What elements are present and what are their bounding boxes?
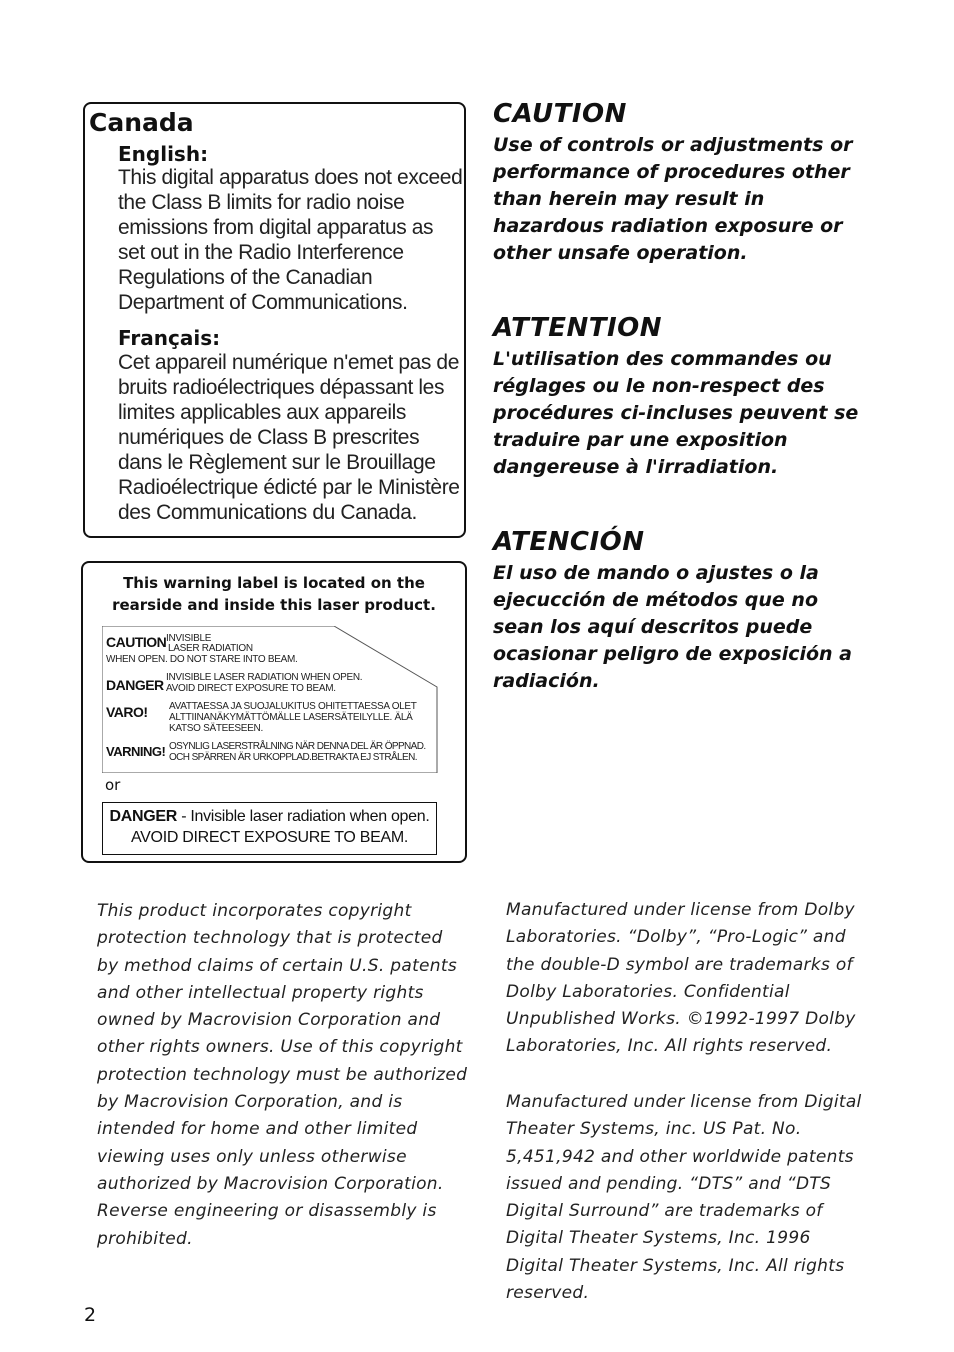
varo-line-1: AVATTAESSA JA SUOJALUKITUS OHITETTAESSA OLET	[169, 701, 417, 712]
danger-notice-box	[102, 802, 437, 855]
french-notice-text: Cet appareil numérique n'emet pas de bruits radioélectriques dépassant les limites applicables aux appareils numériques de Class B prescrites dans le Règlement sur le Brouillage Radioélectrique édicté par le Ministère des Communications du Canada.	[118, 351, 460, 524]
attention-heading: ATTENTION	[493, 313, 662, 343]
caution-line-2: LASER RADIATION	[168, 643, 253, 654]
varning-line-2: OCH SPÄRREN ÄR URKOPPLAD.BETRAKTA EJ STRÅLEN.	[169, 752, 417, 763]
caution-line-1: INVISIBLE	[166, 633, 212, 644]
english-heading: English:	[118, 142, 209, 166]
caution-key: CAUTION	[106, 634, 167, 650]
danger-box-line-2: AVOID DIRECT EXPOSURE TO BEAM.	[131, 829, 408, 846]
macrovision-notice: This product incorporates copyright protection technology that is protected by method claims of certain U.S. patents and other intellectual property rights owned by Macrovision Corporation and other rights owners. Use of this copyright protection technology must be authorized by Macrovision Corporation, and is intended for home and other limited viewing uses only unless otherwise authorized by Macrovision Corporation. Reverse engineering or disassembly is prohibited.	[97, 901, 468, 1249]
danger-box-key: DANGER	[109, 808, 178, 825]
varning-line-1: OSYNLIG LASERSTRÅLNING NÄR DENNA DEL ÄR ÖPPNAD.	[169, 741, 426, 752]
caution-heading: CAUTION	[493, 99, 627, 129]
page-number: 2	[84, 1304, 97, 1326]
varo-key: VARO!	[106, 704, 148, 720]
atencion-text: El uso de mando o ajustes o la ejecucción de métodos que no sean los aquí descritos puede ocasionar peligro de exposición a radiación.	[493, 562, 853, 692]
danger-box-line-1	[103, 806, 436, 827]
caution-line-3: WHEN OPEN. DO NOT STARE INTO BEAM.	[106, 654, 298, 665]
danger-line-2: AVOID DIRECT EXPOSURE TO BEAM.	[166, 683, 336, 694]
warning-label-illustration	[102, 626, 439, 773]
varo-line-3: KATSO SÄTEESEEN.	[169, 723, 263, 734]
english-notice-text: This digital apparatus does not exceed the Class B limits for radio noise emissions from digital apparatus as set out in the Radio Interference Regulations of the Canadian Department of Communications.	[118, 166, 463, 314]
french-heading: Français:	[118, 326, 221, 350]
danger-key: DANGER	[106, 677, 164, 693]
or-separator: or	[105, 776, 121, 794]
canada-title: Canada	[89, 108, 194, 137]
atencion-heading: ATENCIÓN	[493, 527, 645, 557]
dolby-notice: Manufactured under license from Dolby Laboratories. “Dolby”, “Pro-Logic” and the double-D symbol are trademarks of Dolby Laboratories. Confidential Unpublished Works. ©1992-1997 Dolby Laboratories, Inc. All rights reserved.	[506, 900, 856, 1057]
attention-text: L'utilisation des commandes ou réglages ou le non-respect des procédures ci-incluses peuvent se traduire par une exposition dangereuse à l'irradiation.	[493, 348, 859, 478]
laser-label-intro: This warning label is located on the rearside and inside this laser product.	[112, 574, 436, 614]
varo-line-2: ALTTIINANÄKYMÄTTÖMÄLLE LASERSÄTEILYLLE. ÄLÄ	[169, 712, 413, 723]
dts-notice: Manufactured under license from Digital Theater Systems, inc. US Pat. No. 5,451,942 and other worldwide patents issued and pending. “DTS” and “DTS Digital Surround” are trademarks of Digital Theater Systems, Inc. 1996 Digital Theater Systems, Inc. All rights reserved.	[506, 1092, 862, 1304]
varning-key: VARNING!	[106, 744, 166, 759]
danger-box-text-1: - Invisible laser radiation when open.	[177, 808, 430, 825]
caution-text: Use of controls or adjustments or performance of procedures other than herein may result in hazardous radiation exposure or other unsafe operation.	[493, 134, 853, 264]
danger-line-1: INVISIBLE LASER RADIATION WHEN OPEN.	[166, 672, 363, 683]
